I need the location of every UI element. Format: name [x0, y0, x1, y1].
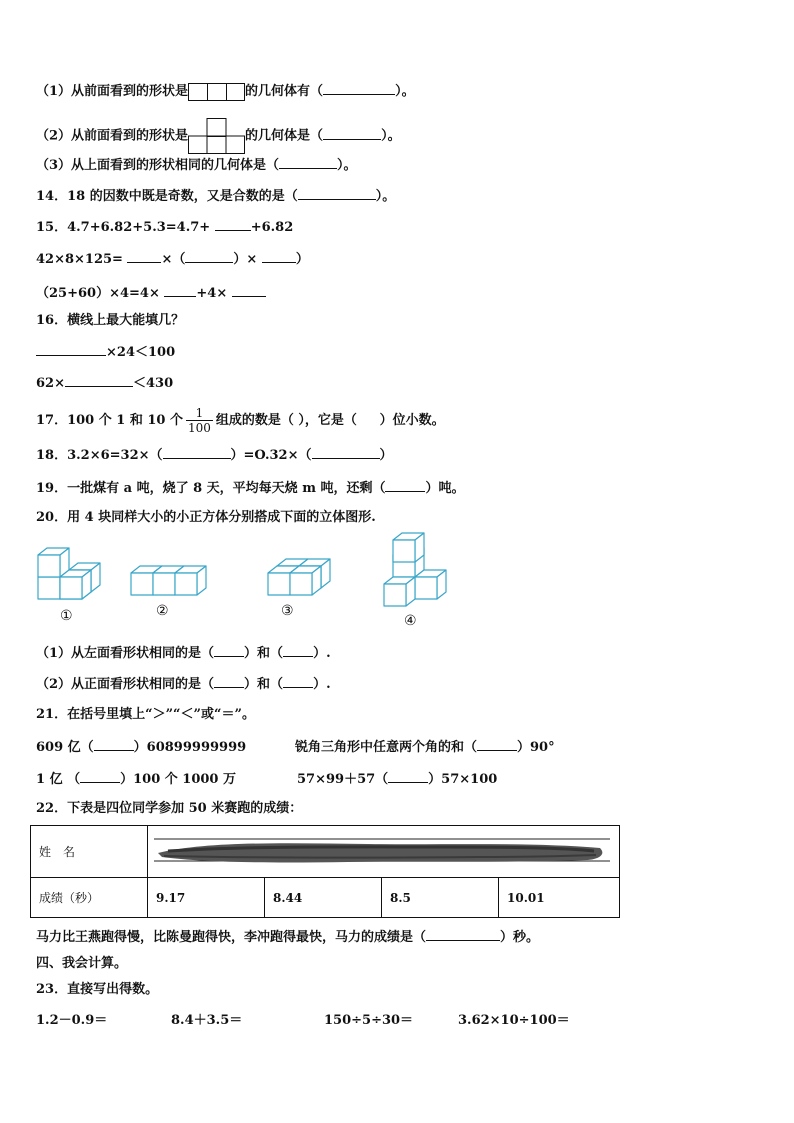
cube-front-face: [38, 555, 60, 577]
cube-front-face: [415, 577, 437, 599]
score-cell: 8.44: [265, 878, 382, 918]
q19-text2: ）吨。: [425, 481, 465, 496]
q15-2-text4: ）: [295, 252, 309, 267]
cube-front-face: [268, 573, 290, 595]
fraction-denominator: 100: [188, 421, 211, 435]
q20-2-text2: ）和（: [244, 677, 284, 692]
q19-text: 19．一批煤有 a 吨，烧了 8 天，平均每天烧 m 吨，还剩（: [36, 481, 386, 496]
q18-text: 18．3.2×6=32×（: [36, 448, 163, 463]
cube-front-face: [290, 573, 312, 595]
q20-part1: [36, 644, 331, 663]
score-header: 成绩（秒）: [31, 878, 148, 918]
calc-item-1: 1.2－0.9＝: [36, 1013, 108, 1028]
q13-1-text2: 的几何体有（: [245, 84, 324, 99]
q21-title: 21．在括号里填上“＞”“＜”或“＝”。: [36, 707, 255, 722]
q13-part2: [36, 118, 401, 154]
q21-2-text: 锐角三角形中任意两个角的和（: [295, 740, 478, 755]
q13-1-text3: ）。: [395, 84, 415, 99]
fraction: [186, 406, 213, 435]
answer-blank[interactable]: [312, 446, 380, 459]
q21-3-text: 1 亿 （: [36, 772, 81, 787]
answer-blank[interactable]: [164, 284, 196, 297]
q15-line1: [36, 218, 293, 237]
answer-blank[interactable]: [477, 738, 517, 751]
score-cell: 10.01: [499, 878, 620, 918]
q20-1-text2: ）和（: [244, 646, 284, 661]
q23-title: 23．直接写出得数。: [36, 982, 159, 997]
t-shape-view-icon: [188, 118, 245, 154]
answer-blank[interactable]: [214, 675, 244, 688]
figure-label-4: ④: [404, 613, 417, 629]
q16-1-text: ×24＜100: [106, 345, 176, 360]
q13-1-text: （1）从前面看到的形状是: [36, 84, 189, 99]
cube-front-face: [384, 584, 406, 606]
q20-1-text: （1）从左面看形状相同的是（: [36, 646, 215, 661]
cube-front-face: [131, 573, 153, 595]
q20-1-text3: ）.: [313, 646, 331, 661]
score-cell: 9.17: [148, 878, 265, 918]
q20-part2: [36, 675, 331, 694]
q15-text2: +6.82: [250, 220, 294, 235]
answer-blank[interactable]: [36, 343, 106, 356]
answer-blank[interactable]: [388, 770, 428, 783]
answer-blank[interactable]: [385, 479, 425, 492]
answer-blank[interactable]: [298, 187, 376, 200]
q22-text: 马力比王燕跑得慢，比陈曼跑得快，李冲跑得最快，马力的成绩是（: [36, 930, 427, 945]
q22-text2: ）秒。: [500, 930, 540, 945]
q16-line1: [36, 343, 175, 362]
q15-2-text: 42×8×125=: [36, 252, 123, 267]
figure-label-2: ②: [156, 603, 169, 619]
cube-front-face: [175, 573, 197, 595]
answer-blank[interactable]: [283, 675, 313, 688]
q21-1-text2: ）60899999999: [133, 740, 247, 755]
answer-blank[interactable]: [65, 374, 133, 387]
fraction-numerator: 1: [186, 406, 213, 421]
q13-part1: [36, 82, 415, 101]
q15-3-text: （25+60）×4=4×: [36, 286, 160, 301]
q21-item3: [36, 770, 236, 789]
section-4-heading: 四、我会计算。: [36, 956, 128, 971]
cube-front-face: [153, 573, 175, 595]
answer-blank[interactable]: [185, 250, 233, 263]
q15-text: 15．4.7+6.82+5.3=4.7+: [36, 220, 211, 235]
q16-line2: [36, 374, 173, 393]
q19: [36, 479, 465, 498]
q22-question: [36, 928, 539, 947]
q16-2-text: 62×: [36, 376, 65, 391]
q13-part3: [36, 156, 357, 175]
q15-2-text2: ×（: [161, 252, 186, 267]
q21-4-text: 57×99＋57（: [297, 772, 389, 787]
q21-3-text2: ）100 个 1000 万: [120, 772, 237, 787]
name-header: 姓 名: [31, 826, 148, 878]
q17-text: 17．100 个 1 和 10 个: [36, 413, 183, 428]
table-row: [31, 878, 620, 918]
cube-front-face: [393, 540, 415, 562]
calc-item-3: 150÷5÷30＝: [324, 1013, 414, 1028]
score-cell: 8.5: [382, 878, 499, 918]
q21-1-text: 609 亿（: [36, 740, 94, 755]
answer-blank[interactable]: [80, 770, 120, 783]
figure-label-3: ③: [281, 603, 294, 619]
answer-blank[interactable]: [94, 738, 134, 751]
q13-3-text: （3）从上面看到的形状相同的几何体是（: [36, 158, 280, 173]
q15-2-text3: ）×: [233, 252, 258, 267]
calc-item-2: 8.4＋3.5＝: [171, 1013, 243, 1028]
table-row: [31, 826, 620, 878]
q18: [36, 446, 393, 465]
cube-figures: [0, 535, 794, 645]
answer-blank[interactable]: [215, 218, 251, 231]
answer-blank[interactable]: [279, 156, 337, 169]
names-cell-obscured: [148, 826, 620, 878]
q14-text: 14．18 的因数中既是奇数，又是合数的是（: [36, 189, 298, 204]
q15-3-text2: +4×: [196, 286, 228, 301]
figure-label-1: ①: [60, 608, 73, 624]
q20-2-text: （2）从正面看形状相同的是（: [36, 677, 215, 692]
q17-text2: 组成的数是（ ），它是（: [215, 413, 357, 428]
q21-2-text2: ）90°: [517, 740, 555, 755]
q15-line3: [36, 284, 266, 303]
q21-item2: [295, 738, 555, 757]
answer-blank[interactable]: [323, 127, 381, 140]
q18-text2: ）=O.32×（: [230, 448, 312, 463]
q13-3-text2: ）。: [337, 158, 357, 173]
q22-title: 22．下表是四位同学参加 50 米赛跑的成绩：: [36, 801, 303, 816]
q13-2-text3: ）。: [381, 128, 401, 144]
score-table: [30, 825, 620, 918]
answer-blank[interactable]: [323, 82, 395, 95]
q16-2-text2: ＜430: [132, 376, 174, 391]
answer-blank[interactable]: [163, 446, 231, 459]
three-square-view-icon: [188, 83, 245, 101]
calc-item-4: 3.62×10÷100＝: [458, 1013, 570, 1028]
cube-front-face: [60, 577, 82, 599]
q13-2-text2: 的几何体是（: [245, 128, 324, 144]
answer-blank[interactable]: [127, 250, 161, 263]
q14-text2: ）。: [375, 189, 396, 204]
scribble-smudge: [148, 827, 618, 877]
answer-blank[interactable]: [232, 284, 266, 297]
cube-front-face: [38, 577, 60, 599]
q13-2-text: （2）从前面看到的形状是: [36, 128, 189, 144]
q21-4-text2: ）57×100: [428, 772, 498, 787]
q21-item4: [297, 770, 497, 789]
answer-blank[interactable]: [262, 250, 296, 263]
q14: [36, 187, 395, 206]
answer-blank[interactable]: [426, 928, 500, 941]
q20-title: 20．用 4 块同样大小的小正方体分别搭成下面的立体图形.: [36, 510, 376, 525]
q20-2-text3: ）.: [313, 677, 331, 692]
answer-blank[interactable]: [214, 644, 244, 657]
q15-line2: [36, 250, 309, 269]
answer-blank[interactable]: [283, 644, 313, 657]
q16-title: 16．横线上最大能填几？: [36, 313, 185, 328]
q17: [36, 406, 445, 435]
q21-item1: [36, 738, 246, 757]
q18-text3: ）: [379, 448, 393, 463]
q17-text3: ）位小数。: [379, 413, 445, 428]
